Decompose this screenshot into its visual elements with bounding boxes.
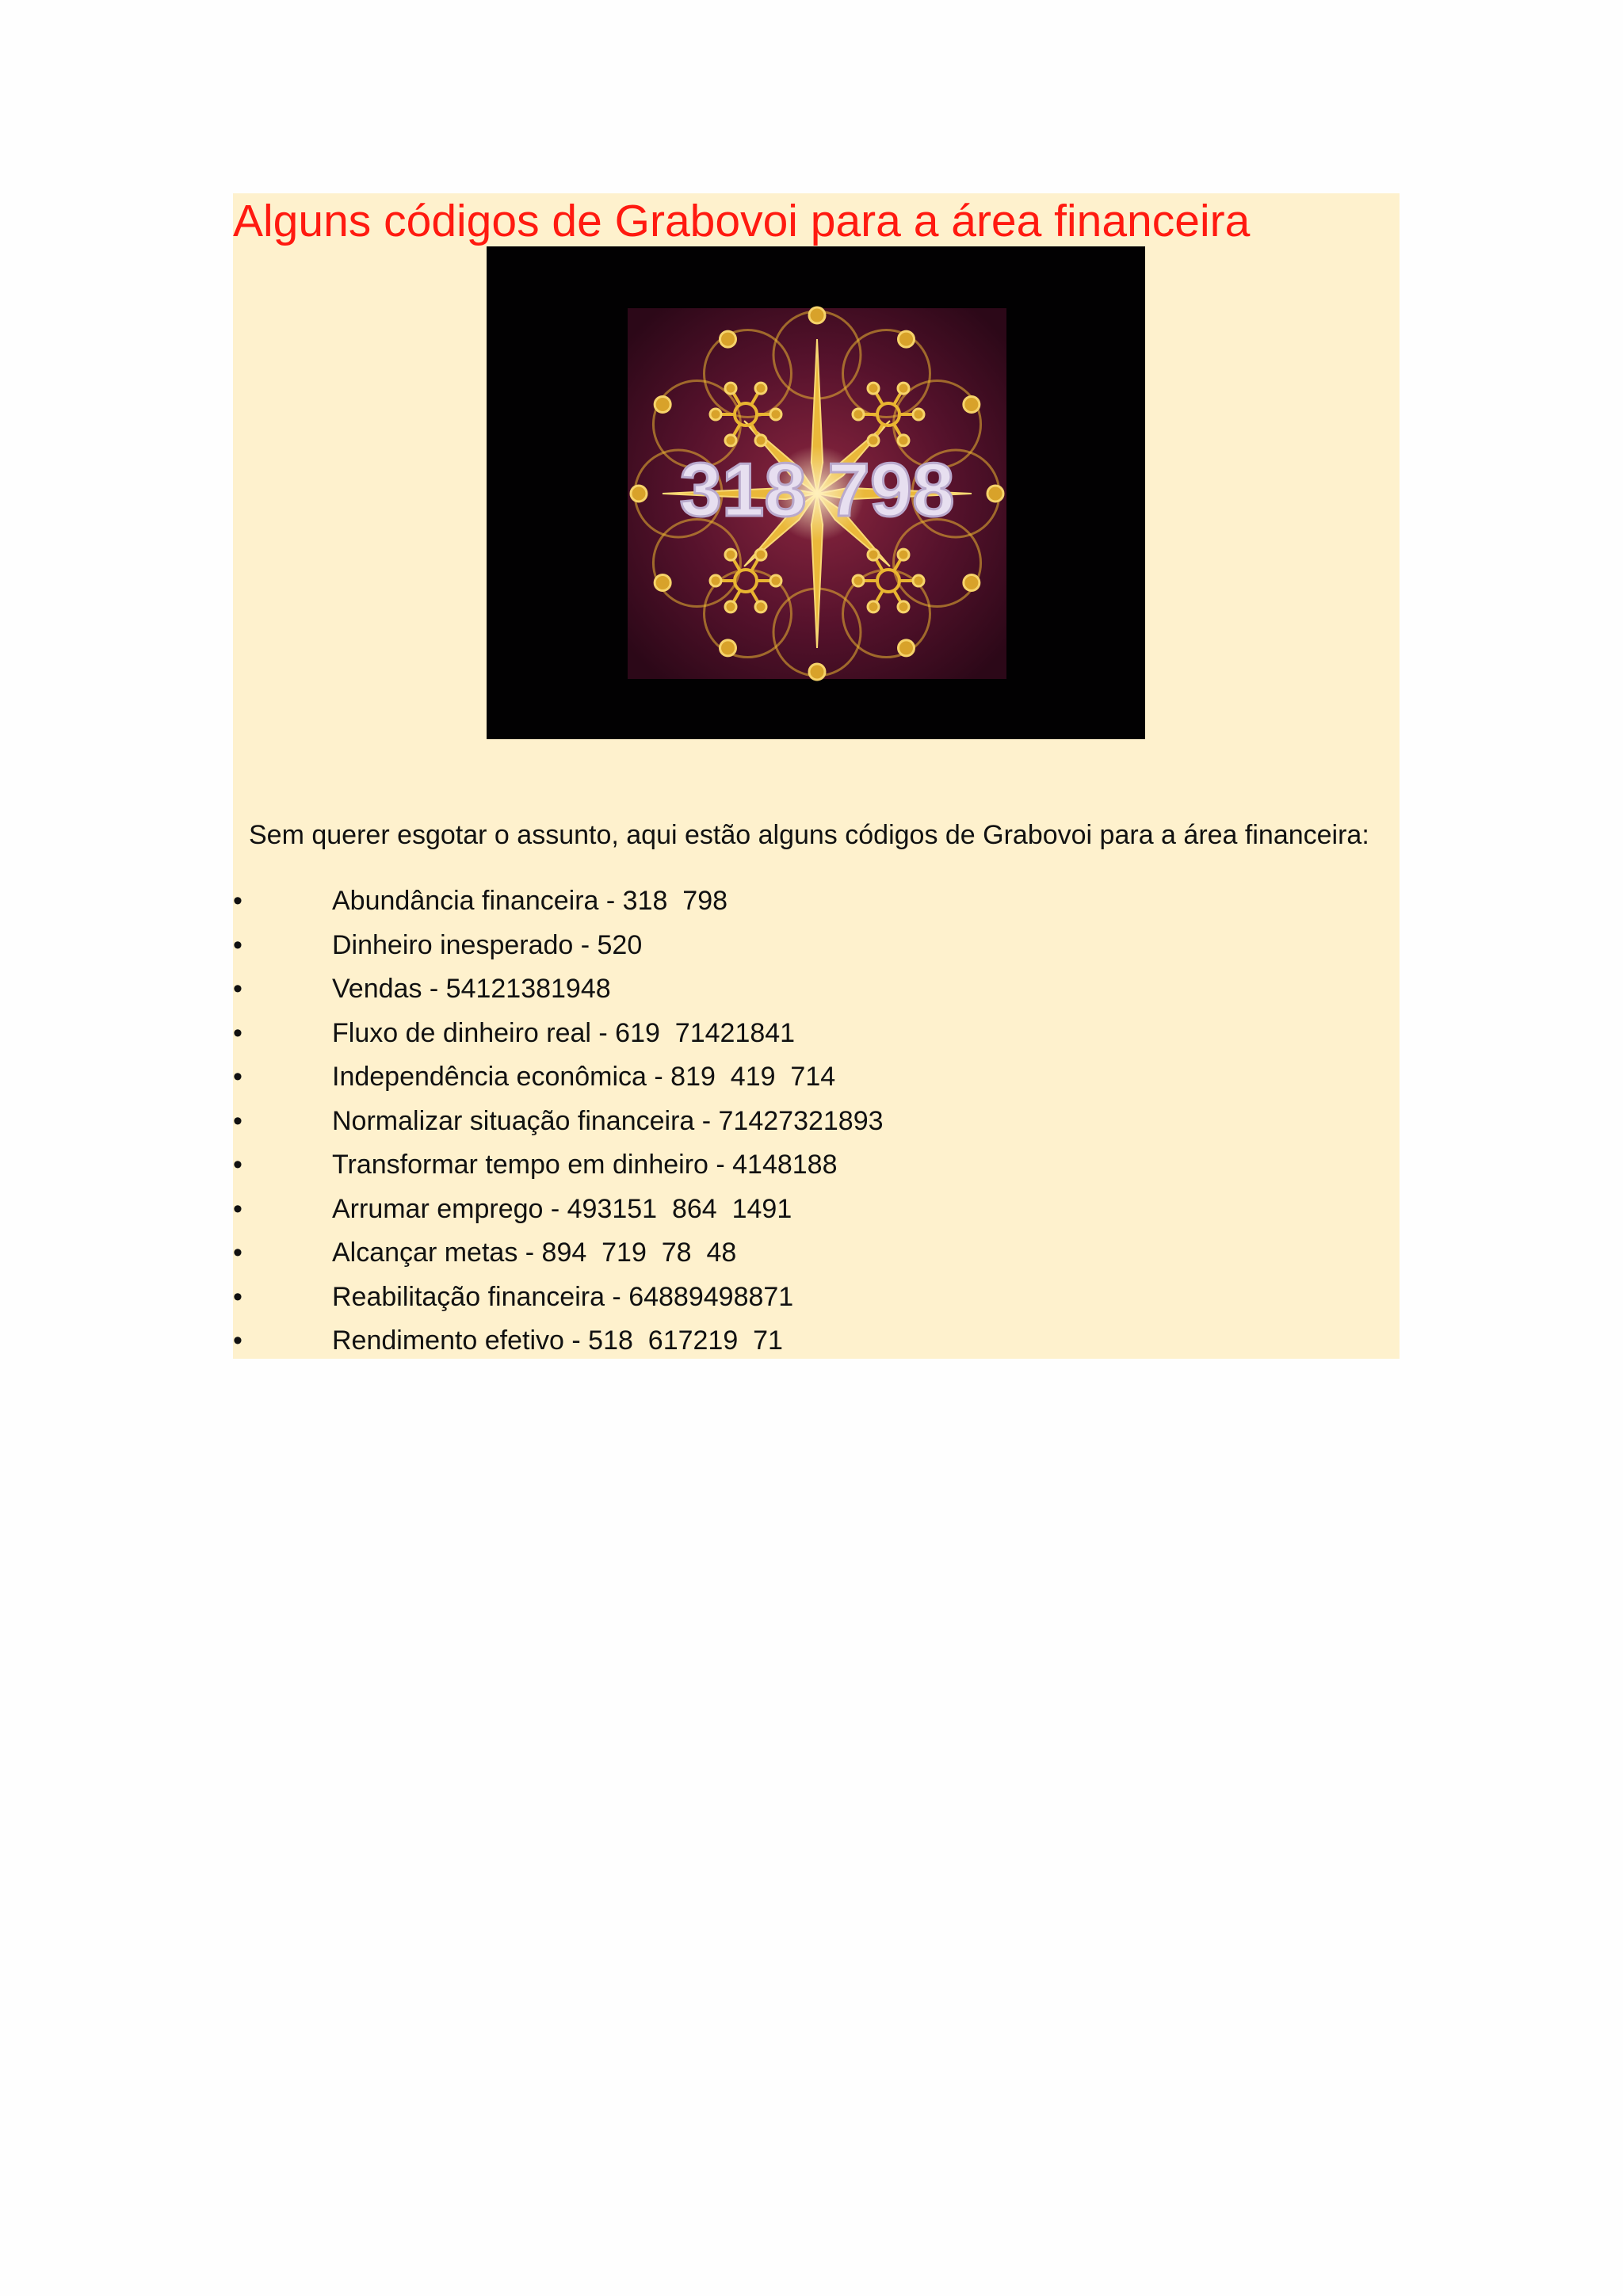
list-item-text: Transformar tempo em dinheiro - 4148188	[332, 1150, 838, 1180]
page-title: Alguns códigos de Grabovoi para a área financeira	[233, 196, 1251, 246]
mandala-graphic	[487, 246, 1145, 739]
list-item-text: Independência econômica - 819 419 714	[332, 1062, 836, 1092]
list-item-text: Reabilitação financeira - 64889498871	[332, 1281, 794, 1312]
bullet-icon: •	[233, 1150, 242, 1180]
bullet-icon: •	[233, 1238, 242, 1268]
bullet-icon: •	[233, 1017, 242, 1048]
list-item-text: Normalizar situação financeira - 71427321893	[332, 1105, 884, 1136]
bullet-icon: •	[233, 1062, 242, 1092]
bullet-icon: •	[233, 1105, 242, 1136]
bullet-icon: •	[233, 886, 242, 916]
list-item-text: Dinheiro inesperado - 520	[332, 929, 643, 960]
list-item-text: Alcançar metas - 894 719 78 48	[332, 1238, 737, 1268]
list-item-text: Vendas - 54121381948	[332, 974, 611, 1004]
bullet-icon: •	[233, 974, 242, 1004]
grabovoi-code-image	[487, 246, 1145, 739]
list-item-text: Fluxo de dinheiro real - 619 71421841	[332, 1017, 796, 1048]
intro-paragraph: Sem querer esgotar o assunto, aqui estão alguns códigos de Grabovoi para a área financeira:	[249, 820, 1369, 850]
list-item-text: Rendimento efetivo - 518 617219 71	[332, 1325, 783, 1356]
image-code-label: 318 798	[679, 448, 955, 532]
list-item-text: Arrumar emprego - 493151 864 1491	[332, 1193, 792, 1224]
bullet-icon: •	[233, 1281, 242, 1312]
list-item-text: Abundância financeira - 318 798	[332, 886, 728, 916]
bullet-icon: •	[233, 929, 242, 960]
bullet-icon: •	[233, 1325, 242, 1356]
bullet-icon: •	[233, 1193, 242, 1224]
